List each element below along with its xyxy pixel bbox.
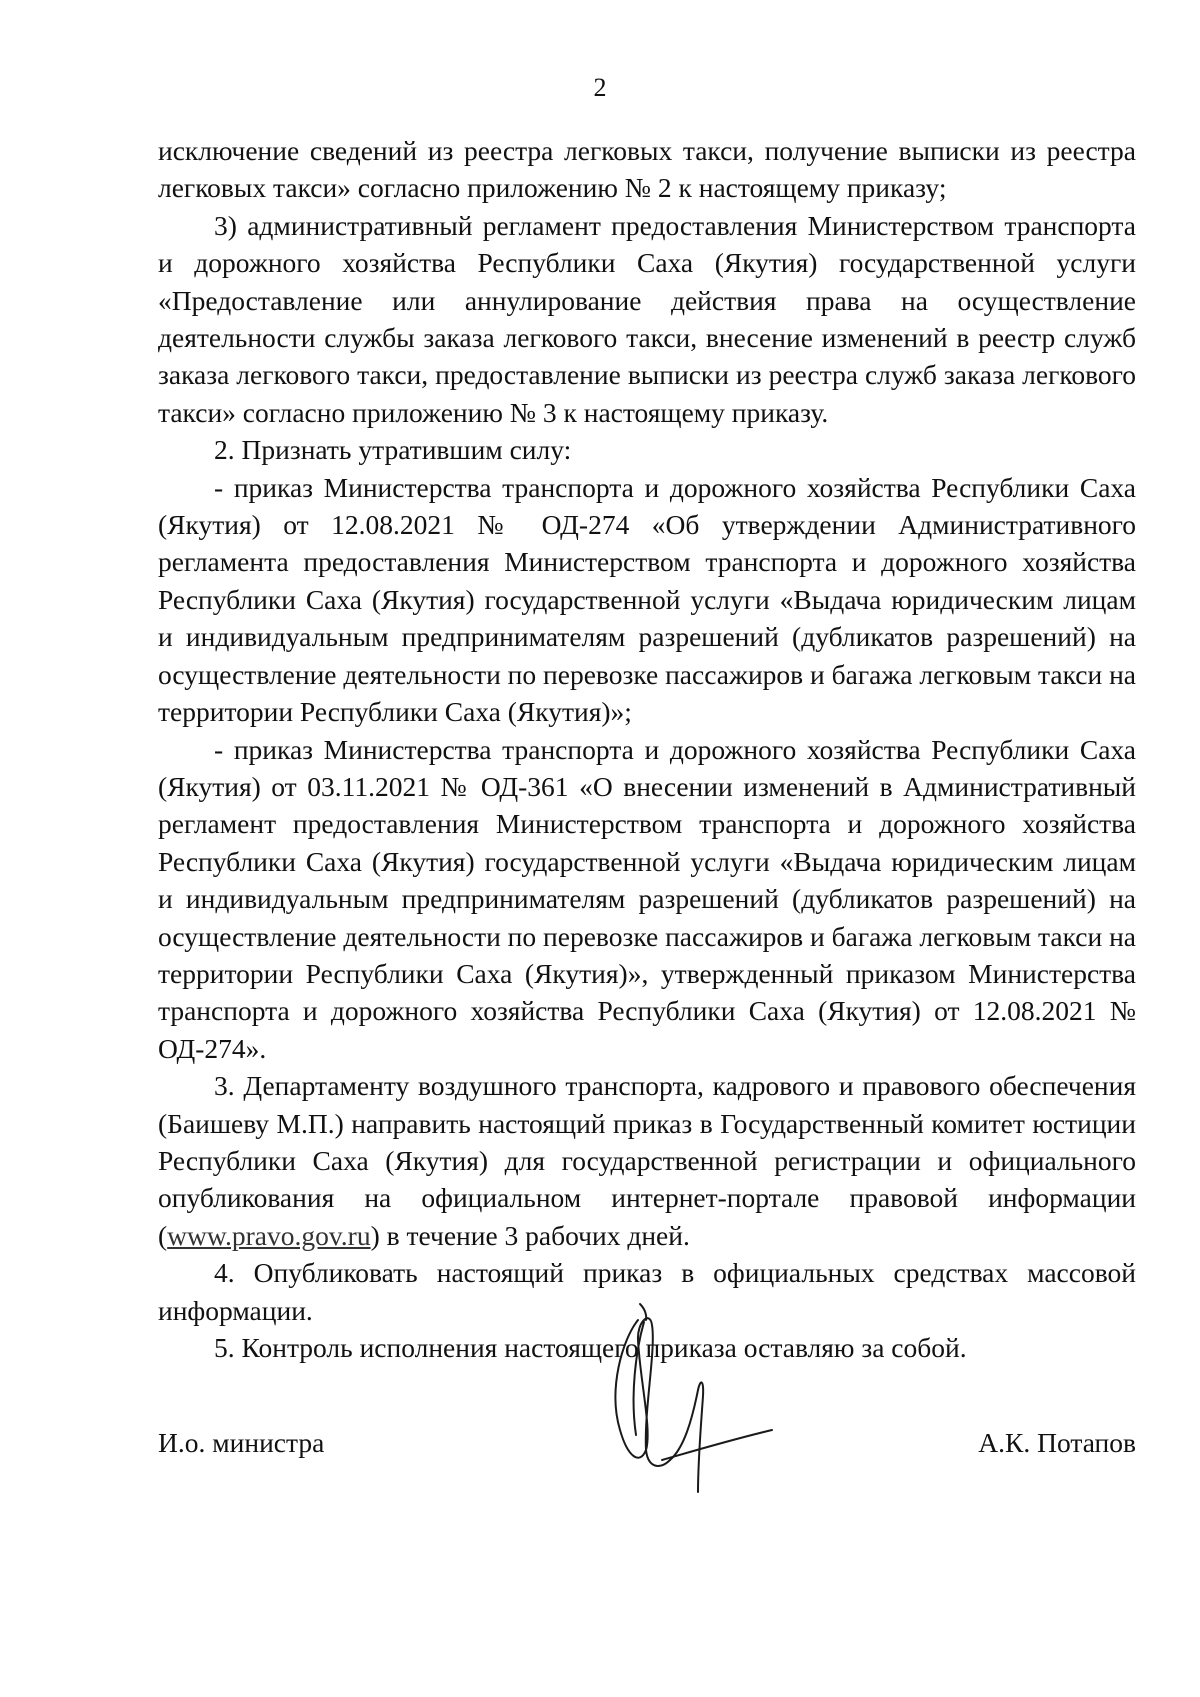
section-3-text-after: ) в течение 3 рабочих дней.	[370, 1219, 690, 1251]
page-number: 2	[593, 73, 607, 102]
handwritten-signature	[600, 1300, 800, 1510]
paragraph-repeal-2: - приказ Министерства транспорта и дорожного хозяйства Республики Саха (Якутия) от 03.11.2021 № ОД-361 «О внесении изменений в Административный регламент предоставления Министерством транспорта и дорожного хозяйства Республики Саха (Якутия) государственной услуги «Выдача юридическим лицам и индивидуальным предпринимателям разрешений (дубликатов разрешений) на осуществление деятельности по перевозке пассажиров и багажа легковым такси на территории Республики Саха (Якутия)», утвержденный приказом Министерства транспорта и дорожного хозяйства Республики Саха (Якутия) от 12.08.2021 № ОД-274».	[158, 733, 1136, 1064]
signature-block	[158, 1424, 1136, 1464]
section-3-text-before: 3. Департаменту воздушного транспорта, кадрового и правового обеспечения (Баишеву М.П.) направить настоящий приказ в Государственный комитет юстиции Республики Саха (Якутия) для государственной регистрации и официального опубликования на официальном интернет-портале правовой информации (	[158, 1070, 1136, 1251]
signatory-position: И.о. министра	[158, 1427, 325, 1458]
paragraph-section-4: 4. Опубликовать настоящий приказ в официальных средствах массовой информации.	[158, 1257, 1136, 1326]
paragraph-item-3: 3) административный регламент предоставления Министерством транспорта и дорожного хозяйства Республики Саха (Якутия) государственной услуги «Предоставление или аннулирование действия права на осуществление деятельности службы заказа легкового такси, внесение изменений в реестр служб заказа легкового такси, предоставление выписки из реестра служб заказа легкового такси» согласно приложению № 3 к настоящему приказу.	[158, 209, 1136, 428]
paragraph-continuation: исключение сведений из реестра легковых такси, получение выписки из реестра легковых такси» согласно приложению № 2 к настоящему приказу;	[158, 135, 1136, 204]
pravo-portal-link[interactable]: www.pravo.gov.ru	[167, 1219, 371, 1251]
document-body	[158, 132, 1136, 1366]
paragraph-section-3	[158, 1067, 1136, 1254]
paragraph-repeal-1: - приказ Министерства транспорта и дорожного хозяйства Республики Саха (Якутия) от 12.08.2021 № ОД-274 «Об утверждении Административного регламента предоставления Министерством транспорта и дорожного хозяйства Республики Саха (Якутия) государственной услуги «Выдача юридическим лицам и индивидуальным предпринимателям разрешений (дубликатов разрешений) на осуществление деятельности по перевозке пассажиров и багажа легковым такси на территории Республики Саха (Якутия)»;	[158, 471, 1136, 728]
paragraph-section-5: 5. Контроль исполнения настоящего приказа оставляю за собой.	[214, 1332, 967, 1363]
paragraph-section-2: 2. Признать утратившим силу:	[214, 434, 572, 466]
signatory-name: А.К. Потапов	[978, 1427, 1136, 1458]
